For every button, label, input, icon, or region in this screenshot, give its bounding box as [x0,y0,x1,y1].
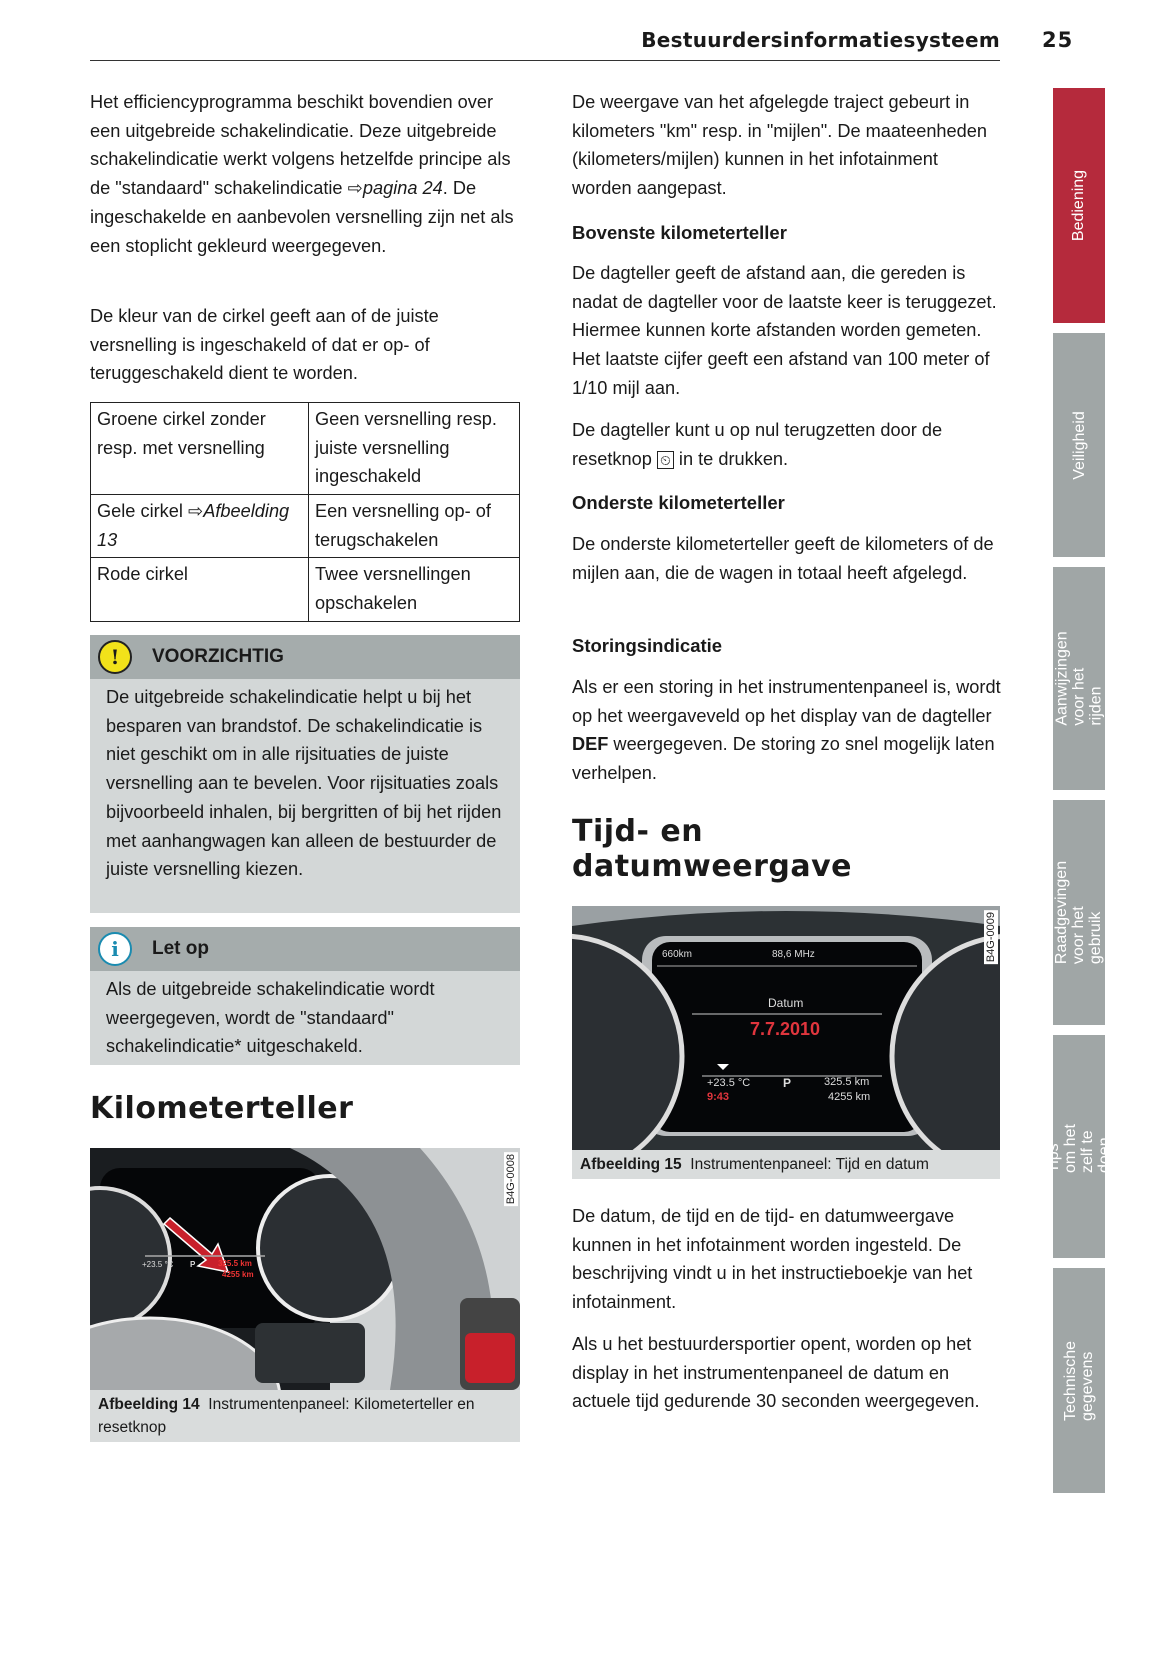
figure-15-caption: Afbeelding 15 Instrumentenpaneel: Tijd en datum [572,1150,1000,1179]
paragraph-trip: De dagteller geeft de afstand aan, die gereden is nadat de dagteller voor de laatste keer is teruggezet. Hiermee kunnen korte afstanden worden gemeten. Het laatste cijfer geeft een afstand van 100 meter of 1/10 mijl aan. [572,263,997,398]
paragraph-units: De weergave van het afgelegde traject gebeurt in kilometers "km" resp. in "mijlen". De maateenheden (kilometers/mijlen) kunnen in het infotainment worden aangepast. [572,92,988,199]
total-readout: 4255 km [222,1270,254,1280]
page-number: 25 [1042,28,1074,52]
running-header-title: Bestuurdersinformatiesysteem [641,28,1000,52]
note-box [90,927,520,1065]
heading-lower-odometer: Onderste kilometerteller [572,492,785,513]
date-readout: 7.7.2010 [750,1019,821,1039]
tab-aanwijzingen[interactable]: Aanwijzingen voor het rijden [1053,567,1105,790]
tab-raadgevingen[interactable]: Raadgevingen voor het gebruik [1053,800,1105,1025]
warning-icon: ! [98,640,132,674]
trip-readout: 325.5 km [218,1259,252,1269]
heading-upper-odometer: Bovenste kilometerteller [572,222,787,243]
time-readout: 9:43 [707,1091,730,1103]
page-link[interactable]: pagina 24 [362,178,443,199]
paragraph-total: De onderste kilometerteller geeft de kilometers of de mijlen aan, die de wagen in totaal heeft afgelegd. [572,534,994,583]
paragraph-fault: Als er een storing in het instrumentenpaneel is, wordt op het weergaveveld op het display van de dagteller DEF weergegeven. De storing zo snel mogelijk laten verhelpen. [572,677,1001,784]
temperature-readout: +23.5 °C [142,1260,174,1270]
section-heading-time-date: Tijd- en datumweergave [572,814,853,884]
paragraph-settings: De datum, de tijd en de tijd- en datumweergave kunnen in het infotainment worden ingesteld. De beschrijving vindt u in het instructieboekje van het infotainment. [572,1206,973,1313]
figure-14-caption: Afbeelding 14 Instrumentenpaneel: Kilometerteller en resetknop [90,1390,520,1442]
info-icon: i [98,932,132,966]
arrow-icon: ⇨ [347,178,363,199]
heading-fault: Storingsindicatie [572,635,723,656]
paragraph-door: Als u het bestuurdersportier opent, worden op het display in het instrumentenpaneel de datum en actuele tijd gedurende 30 seconden weergegeven. [572,1334,980,1412]
figure-14-image [90,1148,520,1390]
total-readout: 4255 km [828,1091,871,1103]
tab-veiligheid[interactable]: Veiligheid [1053,333,1105,557]
circle-color-table [90,402,520,622]
header-rule [90,60,1000,61]
paragraph-circle-color: De kleur van de cirkel geeft aan of de juiste versnelling is ingeschakeld of dat er op- of teruggeschakeld dient te worden. [90,306,439,384]
gear-readout: P [783,1076,792,1090]
section-heading-kilometerteller: Kilometerteller [90,1091,354,1127]
figure-15-image [572,906,1000,1150]
tab-technische-gegevens[interactable]: Technische gegevens [1053,1268,1105,1493]
note-body: Als de uitgebreide schakelindicatie wordt weergegeven, wordt de "standaard" schakelindicatie* uitgeschakeld. [90,971,520,1065]
tab-tips[interactable]: Tips om het zelf te doen [1053,1035,1105,1258]
trip-readout: 325.5 km [824,1076,870,1088]
radio-readout: 88,6 MHz [772,949,815,960]
gear-readout: P [190,1260,196,1270]
tab-bediening[interactable]: Bediening [1053,88,1105,323]
caution-title: VOORZICHTIG [152,646,284,667]
table-row: Rode cirkel Twee versnellingen opschakelen [91,558,520,622]
caution-body: De uitgebreide schakelindicatie helpt u bij het besparen van brandstof. De schakelindicatie is niet geschikt om in alle rijsituaties de juiste versnelling aan te bevelen. Voor rijsituaties zoals bijvoorbeeld inhalen, bij bergritten of bij het rijden met aanhangwagen kan alleen de bestuurder de juiste versnelling kiezen. [90,679,520,913]
reset-button-icon: ⏲ [657,451,674,469]
paragraph-reset: De dagteller kunt u op nul terugzetten door de resetknop ⏲ in te drukken. [572,420,943,469]
figure-link[interactable]: Afbeelding 13 [97,501,290,550]
caution-box [90,635,520,913]
figure-id: B4G-0008 [505,1154,517,1205]
figure-id: B4G-0009 [985,912,997,963]
table-row: Gele cirkel ⇨Afbeelding 13 Een versnelling op- of terugschakelen [91,495,520,558]
temperature-readout: +23.5 °C [707,1077,751,1089]
range-readout: 660km [662,949,693,960]
note-title: Let op [152,938,209,959]
arrow-icon: ⇨ [187,501,204,521]
left-column-flow [90,402,520,1442]
table-row: Groene cirkel zonder resp. met versnelling Geen versnelling resp. juiste versnelling ingeschakeld [91,403,520,495]
paragraph-shift-indicator: Het efficiencyprogramma beschikt bovendien over een uitgebreide schakelindicatie. Deze uitgebreide schakelindicatie werkt volgens hetzelfde principe als de "standaard" schakelindicatie ⇨pagina 24. De ingeschakelde en aanbevolen versnelling zijn net als een stoplicht gekleurd weergegeven. [90,92,514,256]
date-label: Datum [768,996,804,1010]
